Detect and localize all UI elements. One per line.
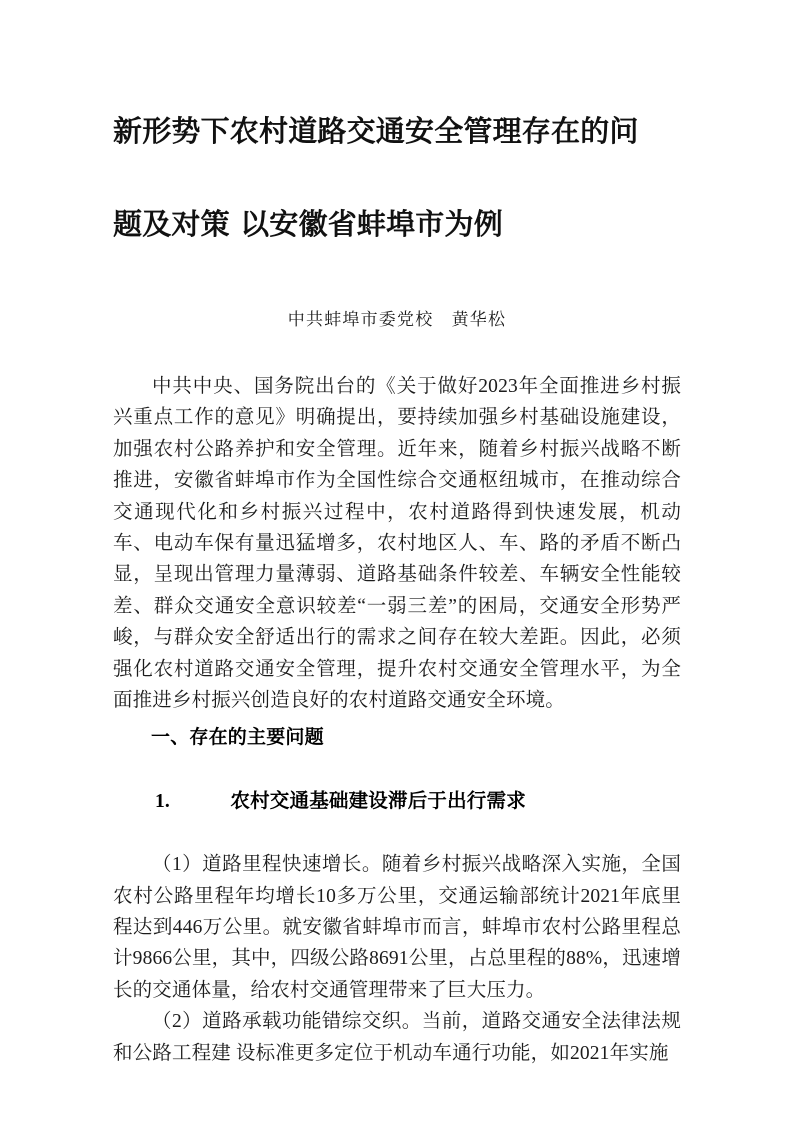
section-heading-level-2-number: 1. [154, 791, 170, 813]
paragraph-item-1: （1）道路里程快速增长。随着乡村振兴战略深入实施，全国农村公路里程年均增长10多万公里，交通运输部统计2021年底里程达到446万公里。就安徽省蚌埠市而言，蚌埠市农村公路里程总计9866公里，其中，四级公路8691公里，占总里程的88%，迅速增长的交通体量，给农村交通管理带来了巨大压力。 [113, 854, 681, 1001]
page-content-column [113, 0, 681, 1069]
section-heading-level-2 [113, 754, 681, 849]
author-byline: 中共蚌埠市委党校 黄华松 [287, 310, 507, 329]
section-heading-level-2-text: 农村交通基础建设滞后于出行需求 [230, 789, 526, 813]
paragraph-lead: 中共中央、国务院出台的《关于做好2023年全面推进乡村振兴重点工作的意见》明确提出，要持续加强乡村基础设施建设，加强农村公路养护和安全管理。近年来，随着乡村振兴战略不断推进，安徽省蚌埠市作为全国性综合交通枢纽城市，在推动综合交通现代化和乡村振兴过程中，农村道路得到快速发展，机动车、电动车保有量迅猛增多，农村地区人、车、路的矛盾不断凸显，呈现出管理力量薄弱、道路基础条件较差、车辆安全性能较差、群众交通安全意识较差“一弱三差”的困局，交通安全形势严峻，与群众安全舒适出行的需求之间存在较大差距。因此，必须强化农村道路交通安全管理，提升农村交通安全管理水平，为全面推进乡村振兴创造良好的农村道路交通安全环境。 [113, 376, 681, 712]
document-title-line-2: 题及对策 以安徽省蚌埠市为例 [113, 207, 503, 241]
document-title [113, 0, 681, 247]
section-heading-level-1: 一、存在的主要问题 [151, 726, 324, 749]
paragraph-item-2: （2）道路承载功能错综交织。当前，道路交通安全法律法规和公路工程建 设标准更多定位于机动车通行功能，如2021年实施 [113, 1011, 681, 1064]
document-title-line-1: 新形势下农村道路交通安全管理存在的问 [113, 114, 639, 148]
